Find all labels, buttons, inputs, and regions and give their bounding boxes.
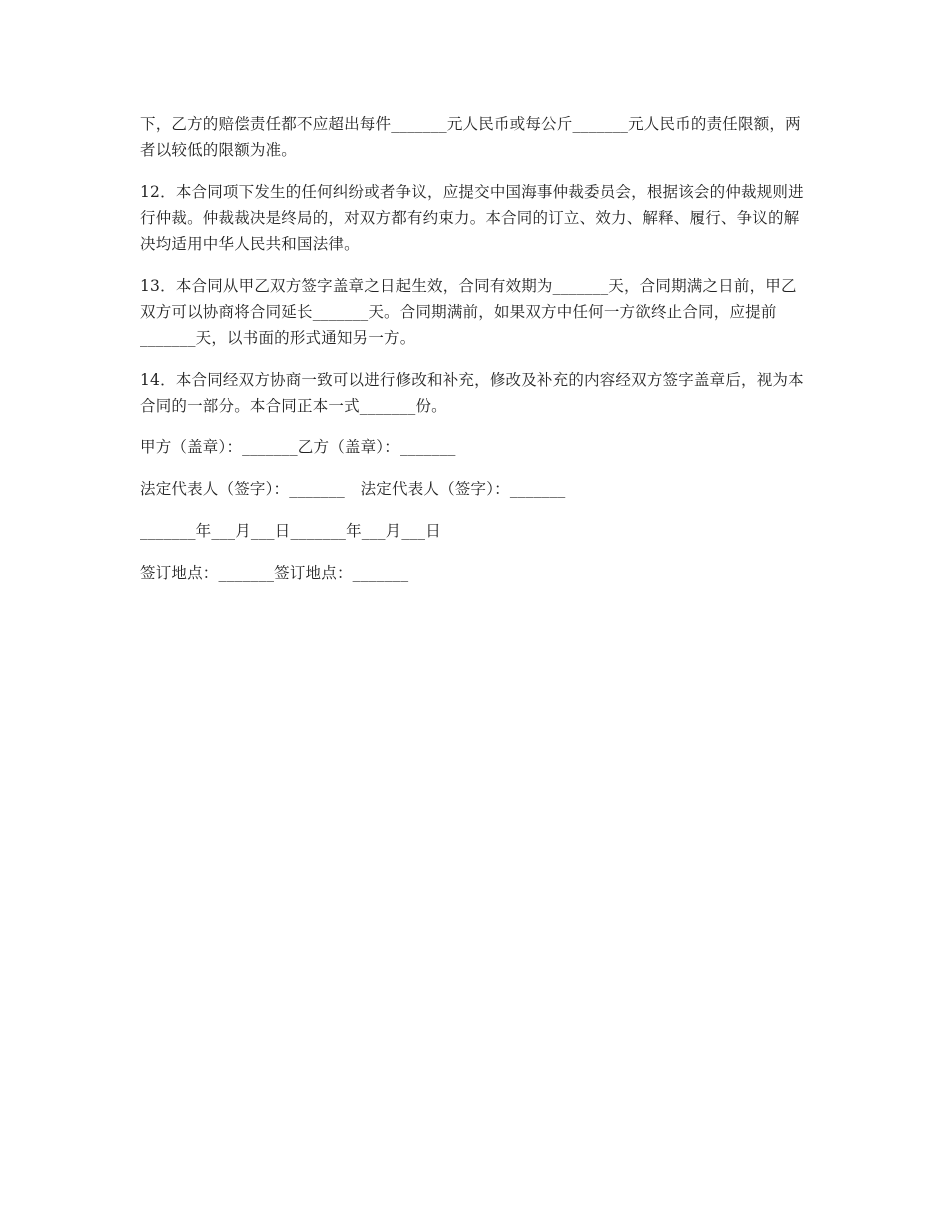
signature-line-seal: 甲方（盖章）：_______乙方（盖章）：_______ <box>140 438 456 456</box>
document-page <box>140 111 812 603</box>
paragraph-liability-limit: 下，乙方的赔偿责任都不应超出每件_______元人民币或每公斤_______元人民币的责任限额，两者以较低的限额为准。 <box>140 115 801 159</box>
paragraph-clause-12-arbitration: 12．本合同项下发生的任何纠纷或者争议，应提交中国海事仲裁委员会，根据该会的仲裁规则进行仲裁。仲裁裁决是终局的，对双方都有约束力。本合同的订立、效力、解释、履行、争议的解决均适用中华人民共和国法律。 <box>140 183 804 253</box>
paragraph-clause-14-amendment: 14．本合同经双方协商一致可以进行修改和补充，修改及补充的内容经双方签字盖章后，视为本合同的一部分。本合同正本一式_______份。 <box>140 371 804 415</box>
signature-line-representative: 法定代表人（签字）：_______ 法定代表人（签字）：_______ <box>140 480 566 498</box>
signature-line-place: 签订地点：_______签订地点：_______ <box>140 564 409 582</box>
paragraph-clause-13-validity: 13．本合同从甲乙双方签字盖章之日起生效，合同有效期为_______天，合同期满之日前，甲乙双方可以协商将合同延长_______天。合同期满前，如果双方中任何一方欲终止合同，应提前_______天，以书面的形式通知另一方。 <box>140 277 797 347</box>
signature-line-date: _______年___月___日_______年___月___日 <box>140 522 441 540</box>
